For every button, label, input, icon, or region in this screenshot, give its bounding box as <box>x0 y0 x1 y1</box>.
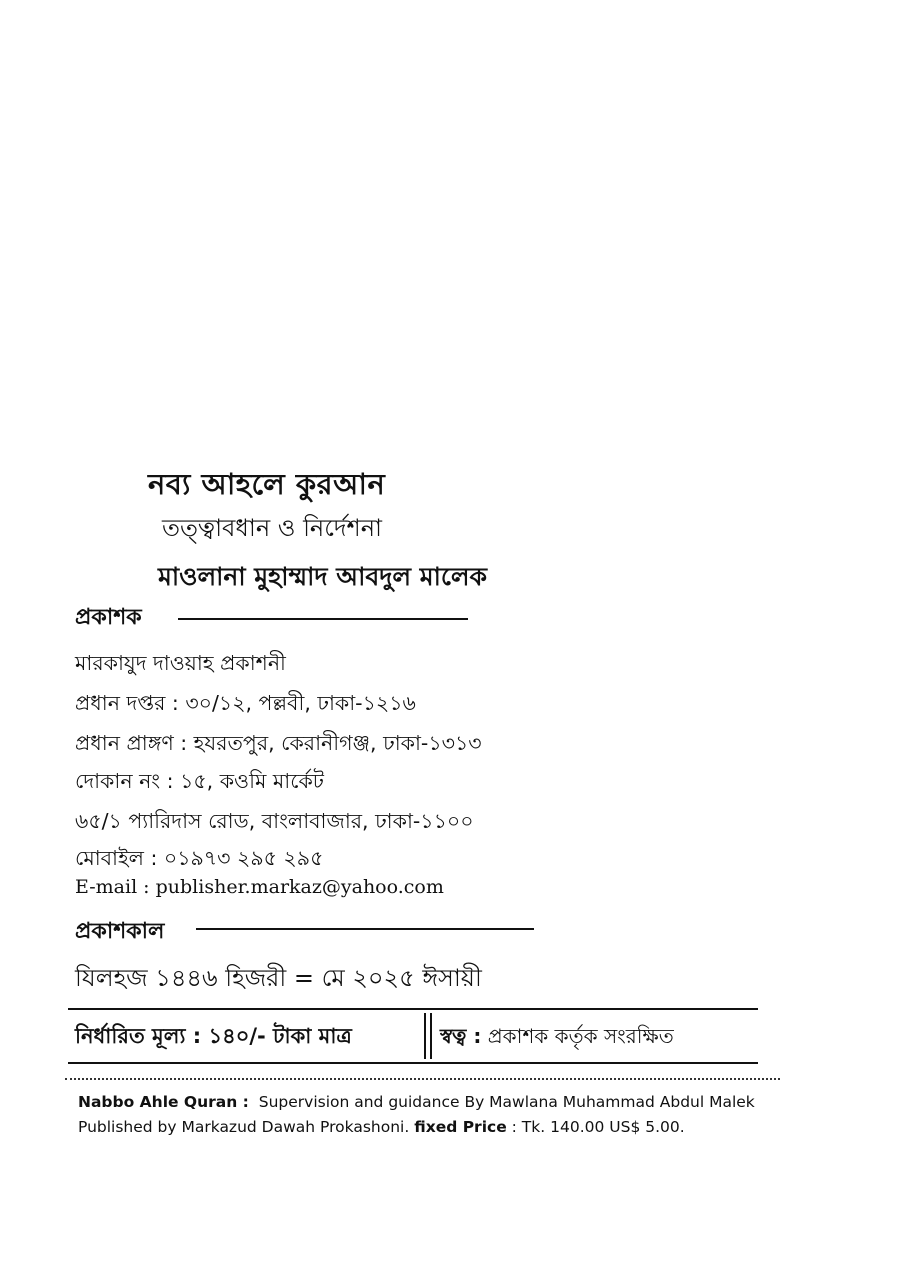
publication-heading-rule <box>196 928 534 930</box>
dotted-separator <box>65 1078 780 1080</box>
head-office: প্রধান দপ্তর : ৩০/১২, পল্লবী, ঢাকা-১২১৬ <box>75 691 416 715</box>
copyright-text: প্রকাশক কর্তৃক সংরক্ষিত <box>487 1024 674 1048</box>
publisher-heading-rule <box>178 618 468 620</box>
book-title: নব্য আহলে কুরআন <box>148 467 386 501</box>
main-campus: প্রধান প্রাঙ্গণ : হযরতপুর, কেরানীগঞ্জ, ঢাকা-১৩১৩ <box>75 731 482 755</box>
english-supervision: Supervision and guidance By Mawlana Muhammad Abdul Malek <box>258 1093 755 1111</box>
english-price-label: fixed Price <box>414 1118 507 1136</box>
english-published-by: Published by Markazud Dawah Prokashoni. <box>78 1118 410 1136</box>
copyright-label: স্বত্ব : <box>440 1024 482 1048</box>
price-box-bottom-rule <box>68 1062 758 1064</box>
english-line-2 <box>78 1118 685 1136</box>
price-divider-right <box>430 1013 432 1059</box>
shop-number: দোকান নং : ১৫, কওমি মার্কেট <box>75 769 324 793</box>
english-line-1 <box>78 1093 755 1111</box>
price-box-top-rule <box>68 1008 758 1010</box>
publication-date: যিলহজ ১৪৪৬ হিজরী = মে ২০২৫ ঈসায়ী <box>75 964 482 992</box>
shop-address: ৬৫/১ প্যারিদাস রোড, বাংলাবাজার, ঢাকা-১১০০ <box>75 809 474 833</box>
supervision-label: তত্ত্বাবধান ও নির্দেশনা <box>162 514 382 542</box>
english-price-value: : Tk. 140.00 US$ 5.00. <box>511 1118 685 1136</box>
copyright-notice <box>440 1022 674 1055</box>
fixed-price: নির্ধারিত মূল্য : ১৪০/- টাকা মাত্র <box>75 1024 352 1048</box>
publisher-heading: প্রকাশক <box>75 605 142 630</box>
price-divider-left <box>424 1013 426 1059</box>
english-title-label: Nabbo Ahle Quran : <box>78 1093 249 1111</box>
author-name: মাওলানা মুহাম্মাদ আবদুল মালেক <box>158 562 488 591</box>
email-address: E-mail : publisher.markaz@yahoo.com <box>75 876 444 898</box>
publisher-name: মারকাযুদ দাওয়াহ প্রকাশনী <box>75 651 286 675</box>
publication-heading: প্রকাশকাল <box>75 919 165 944</box>
mobile-number: মোবাইল : ০১৯৭৩ ২৯৫ ২৯৫ <box>75 846 324 870</box>
